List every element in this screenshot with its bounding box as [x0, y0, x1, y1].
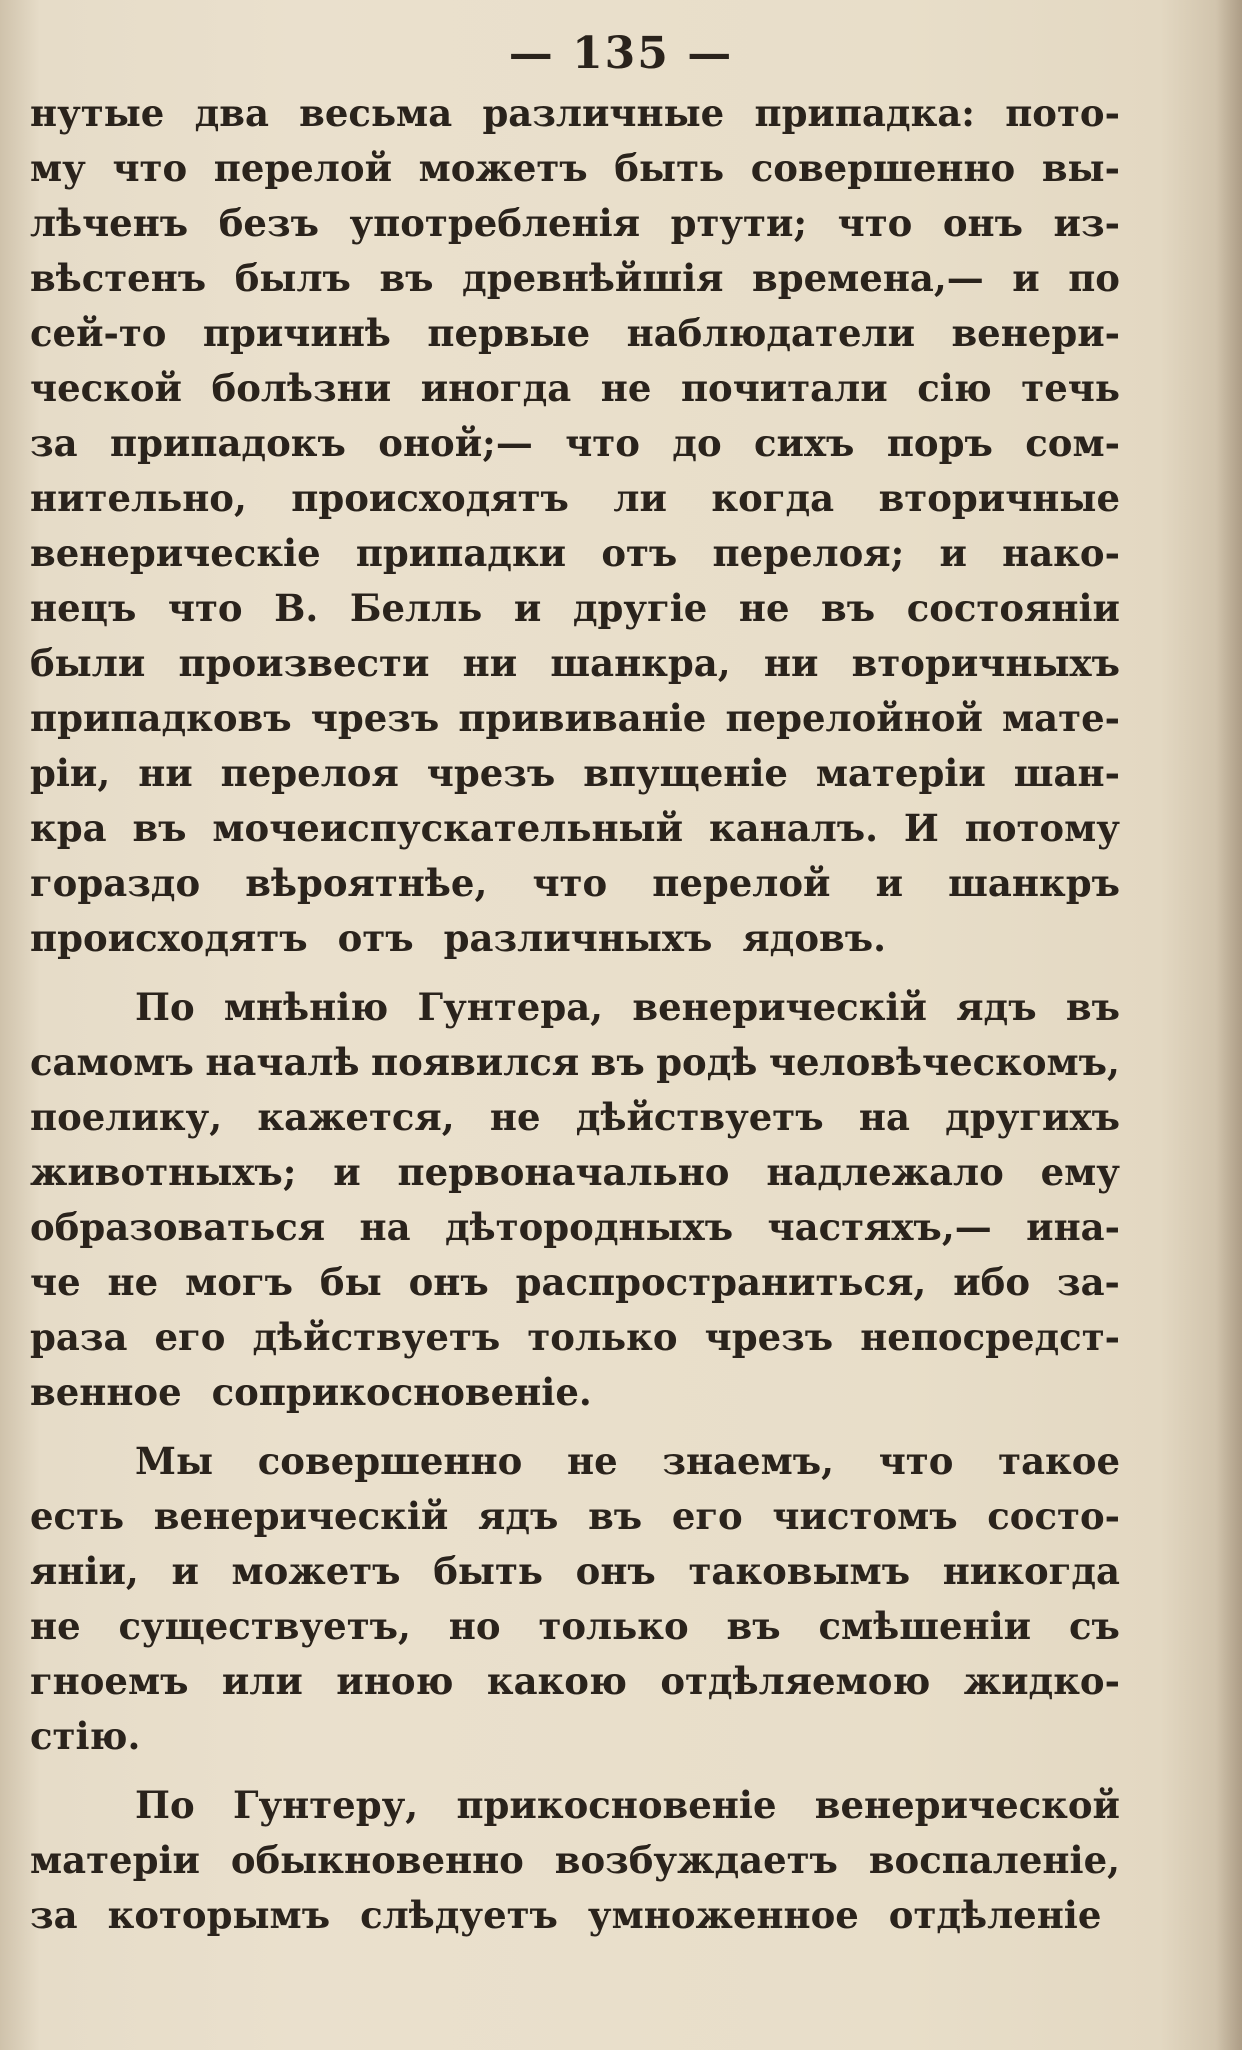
word: произвести: [178, 641, 430, 685]
word: кра: [30, 806, 107, 850]
word: припадокъ: [109, 421, 346, 465]
word: ни: [763, 641, 819, 685]
text-line: [30, 1599, 1120, 1654]
word: матеріи: [30, 1838, 200, 1882]
word: какою: [486, 1659, 627, 1703]
text-line: [30, 636, 1120, 691]
word: самомъ: [30, 1040, 194, 1084]
word: въ: [379, 256, 434, 300]
word: времена,—: [752, 256, 984, 300]
word: употребленія: [349, 201, 641, 245]
word: вѣроятнѣе,: [245, 861, 488, 905]
word: ему: [1040, 1150, 1120, 1194]
word: возбуждаетъ: [554, 1838, 838, 1882]
word: образоваться: [30, 1205, 326, 1249]
word: безъ: [218, 201, 319, 245]
word: причинѣ: [202, 311, 391, 355]
word: что: [532, 861, 608, 905]
word: весьма: [299, 91, 453, 135]
word: ядовъ.: [742, 916, 886, 960]
word: въ: [726, 1604, 781, 1648]
word: въ: [1065, 985, 1120, 1029]
word: чрезъ: [704, 1315, 834, 1359]
word: перелоя;: [712, 531, 905, 575]
word: что: [878, 1439, 954, 1483]
word: знаемъ,: [662, 1439, 834, 1483]
word: состояніи: [906, 586, 1120, 630]
word: и: [939, 531, 967, 575]
word: иногда: [420, 366, 572, 410]
text-line: [30, 196, 1120, 251]
word: что: [112, 146, 188, 190]
word: за: [30, 1893, 78, 1937]
word: не: [489, 1095, 541, 1139]
word: вторичные: [878, 476, 1120, 520]
word: ядъ: [956, 985, 1037, 1029]
word: умноженное: [587, 1893, 859, 1937]
word: болѣзни: [211, 366, 392, 410]
text-line: [30, 801, 1120, 856]
word: перелой: [213, 146, 393, 190]
word: въ: [821, 586, 876, 630]
word: въ: [588, 1494, 643, 1538]
text-line: [30, 1654, 1120, 1709]
word: прикосновеніе: [456, 1783, 777, 1827]
word: По: [135, 1783, 195, 1827]
page-number: — 135 —: [508, 28, 734, 79]
word: иною: [336, 1659, 454, 1703]
word: из-: [1053, 201, 1120, 245]
word: онъ: [942, 201, 1023, 245]
word: на: [359, 1205, 411, 1249]
word: человѣческомъ,: [768, 1040, 1120, 1084]
word: древнѣйшія: [462, 256, 724, 300]
word: можетъ: [418, 146, 588, 190]
word: мочеиспускательный: [212, 806, 684, 850]
word: вторичныхъ: [851, 641, 1120, 685]
word: кажется,: [257, 1095, 455, 1139]
word: ни: [138, 751, 193, 795]
word: перелойной: [725, 696, 983, 740]
word: и: [1012, 256, 1040, 300]
word: происходятъ: [30, 916, 308, 960]
word: чрезъ: [310, 696, 440, 740]
word: мате-: [1002, 696, 1120, 740]
word: гноемъ: [30, 1659, 189, 1703]
word: ческой: [30, 366, 182, 410]
text-line: [30, 526, 1120, 581]
word: такое: [998, 1439, 1120, 1483]
word: происходятъ: [291, 476, 569, 520]
text-line: [30, 416, 1120, 471]
text-line: [30, 1833, 1120, 1888]
word: ибо: [953, 1260, 1031, 1304]
word: шанкра,: [550, 641, 731, 685]
word: за: [30, 421, 78, 465]
word: различныхъ: [443, 916, 713, 960]
word: венерическій: [153, 1494, 449, 1538]
word: въ: [132, 806, 187, 850]
word: которымъ: [107, 1893, 331, 1937]
word: Мы: [135, 1439, 214, 1483]
word: дѣйствуетъ: [252, 1315, 501, 1359]
word: обыкновенно: [230, 1838, 524, 1882]
word: таковымъ: [688, 1549, 911, 1593]
word: сей-то: [30, 311, 167, 355]
word: или: [221, 1659, 303, 1703]
word: шанкръ: [948, 861, 1120, 905]
paragraph: [30, 1434, 1120, 1764]
word: не: [567, 1439, 618, 1483]
word: шан-: [1013, 751, 1120, 795]
word: вы-: [1041, 146, 1120, 190]
word: венери-: [951, 311, 1120, 355]
word: венерическіе: [30, 531, 321, 575]
text-line: [30, 1200, 1120, 1255]
word: перелой: [652, 861, 831, 905]
word: не: [107, 1260, 159, 1304]
word: почитали: [680, 366, 888, 410]
word: есть: [30, 1494, 125, 1538]
paragraph: [30, 86, 1120, 966]
word: ртути;: [670, 201, 808, 245]
text-line: [30, 1310, 1120, 1365]
word: можетъ: [231, 1549, 401, 1593]
word: но: [448, 1604, 501, 1648]
word: Белль: [349, 586, 483, 630]
word: были: [30, 641, 146, 685]
paragraph: [30, 1778, 1120, 1943]
word: въ: [590, 1040, 645, 1084]
word: различные: [482, 91, 725, 135]
word: матеріи: [815, 751, 986, 795]
word: до: [672, 421, 722, 465]
paragraph: [30, 980, 1120, 1420]
word: и: [875, 861, 904, 905]
word: по: [1068, 256, 1120, 300]
text-line: [30, 1035, 1120, 1090]
word: пото-: [1005, 91, 1120, 135]
word: не: [738, 586, 790, 630]
word: началѣ: [205, 1040, 360, 1084]
word: первые: [427, 311, 591, 355]
text-line: [30, 1434, 1120, 1489]
text-line: [30, 691, 1120, 746]
word: припадка:: [754, 91, 975, 135]
word: каналъ.: [708, 806, 879, 850]
word: быть: [614, 146, 725, 190]
text-line: [30, 1778, 1120, 1833]
word: потому: [964, 806, 1120, 850]
word: былъ: [234, 256, 351, 300]
text-line: [30, 1090, 1120, 1145]
word: По: [135, 985, 195, 1029]
word: вѣстенъ: [30, 256, 207, 300]
text-line: [30, 361, 1120, 416]
text-line: [30, 856, 1120, 911]
word: смѣшеніи: [818, 1604, 1032, 1648]
word: ли: [613, 476, 667, 520]
word: Гунтеру,: [232, 1783, 419, 1827]
word: быть: [433, 1549, 544, 1593]
text-line: [30, 980, 1120, 1035]
word: нительно,: [30, 476, 247, 520]
word: мнѣнію: [223, 985, 389, 1029]
word: чистомъ: [772, 1494, 958, 1538]
word: состо-: [987, 1494, 1120, 1538]
word: Гунтера,: [417, 985, 604, 1029]
word: яніи,: [30, 1549, 139, 1593]
text-line: [30, 1255, 1120, 1310]
word: прививаніе: [458, 696, 707, 740]
word: родѣ: [656, 1040, 758, 1084]
body-text: [30, 86, 1120, 1943]
word: И: [903, 806, 939, 850]
word: его: [671, 1494, 743, 1538]
word: совершенно: [257, 1439, 523, 1483]
text-line: [30, 1365, 1120, 1420]
word: первоначально: [397, 1150, 730, 1194]
word: бы: [319, 1260, 382, 1304]
word: чрезъ: [426, 751, 556, 795]
word: сом-: [1025, 421, 1120, 465]
word: частяхъ,—: [767, 1205, 992, 1249]
word: лѣченъ: [30, 201, 189, 245]
word: перелоя: [220, 751, 399, 795]
word: гораздо: [30, 861, 201, 905]
page-edge-shadow: [1216, 0, 1242, 2050]
word: съ: [1069, 1604, 1120, 1648]
word: соприкосновеніе.: [211, 1370, 592, 1414]
word: онъ: [575, 1549, 656, 1593]
word: два: [194, 91, 269, 135]
word: поръ: [886, 421, 993, 465]
word: другихъ: [945, 1095, 1120, 1139]
word: непосредст-: [860, 1315, 1120, 1359]
text-line: [30, 1709, 1120, 1764]
word: не: [600, 366, 652, 410]
word: че: [30, 1260, 81, 1304]
word: наблюдатели: [626, 311, 916, 355]
word: слѣдуетъ: [360, 1893, 558, 1937]
word: му: [30, 146, 86, 190]
word: что: [565, 421, 640, 465]
word: его: [154, 1315, 226, 1359]
text-line: [30, 1145, 1120, 1200]
text-line: [30, 1544, 1120, 1599]
word: ина-: [1026, 1205, 1120, 1249]
text-line: [30, 251, 1120, 306]
word: онъ: [408, 1260, 489, 1304]
word: ядъ: [478, 1494, 559, 1538]
word: что: [837, 201, 913, 245]
word: отдѣляемою: [660, 1659, 931, 1703]
word: венерической: [814, 1783, 1120, 1827]
text-line: [30, 306, 1120, 361]
word: за-: [1056, 1260, 1120, 1304]
word: венное: [30, 1370, 182, 1414]
word: ріи,: [30, 751, 111, 795]
word: распространиться,: [515, 1260, 927, 1304]
word: только: [527, 1315, 678, 1359]
word: могъ: [185, 1260, 293, 1304]
word: стію.: [30, 1714, 141, 1758]
text-line: [30, 746, 1120, 801]
word: раза: [30, 1315, 128, 1359]
text-line: [30, 141, 1120, 196]
word: течь: [1021, 366, 1120, 410]
word: только: [538, 1604, 689, 1648]
word: отдѣленіе: [888, 1893, 1102, 1937]
word: оной;—: [378, 421, 533, 465]
word: сію: [917, 366, 992, 410]
text-line: [30, 911, 1120, 966]
word: впущеніе: [583, 751, 788, 795]
word: отъ: [337, 916, 414, 960]
word: сихъ: [754, 421, 855, 465]
word: жидко-: [963, 1659, 1120, 1703]
word: появился: [370, 1040, 580, 1084]
word: ни: [462, 641, 518, 685]
word: В.: [274, 586, 319, 630]
word: на: [858, 1095, 910, 1139]
word: не: [30, 1604, 81, 1648]
word: совершенно: [750, 146, 1016, 190]
word: припадки: [355, 531, 567, 575]
word: отъ: [601, 531, 678, 575]
word: дѣйствуетъ: [575, 1095, 824, 1139]
text-line: [30, 1489, 1120, 1544]
word: животныхъ;: [30, 1150, 297, 1194]
word: надлежало: [766, 1150, 1004, 1194]
word: воспаленіе,: [868, 1838, 1120, 1882]
word: нутые: [30, 91, 165, 135]
word: и: [171, 1549, 199, 1593]
word: нецъ: [30, 586, 137, 630]
word: и: [513, 586, 542, 630]
text-line: [30, 471, 1120, 526]
text-line: [30, 1888, 1120, 1943]
word: поелику,: [30, 1095, 223, 1139]
text-line: [30, 86, 1120, 141]
word: когда: [711, 476, 835, 520]
word: существуетъ,: [118, 1604, 411, 1648]
word: что: [167, 586, 243, 630]
text-line: [30, 581, 1120, 636]
word: венерическій: [632, 985, 927, 1029]
word: дѣтородныхъ: [445, 1205, 734, 1249]
word: никогда: [942, 1549, 1120, 1593]
word: другіе: [572, 586, 708, 630]
word: и: [333, 1150, 361, 1194]
word: нако-: [1002, 531, 1120, 575]
word: припадковъ: [30, 696, 292, 740]
